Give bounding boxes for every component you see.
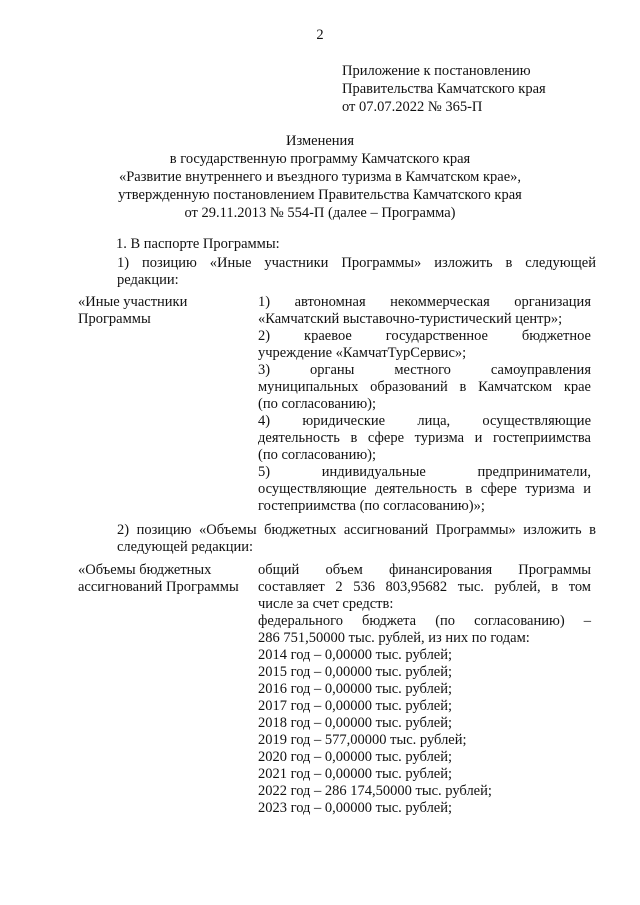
participant-item-line: осуществляющие деятельность в сфере туризма и <box>258 481 591 497</box>
participant-item-line: гостеприимства (по согласованию)»; <box>258 498 485 514</box>
document-title <box>0 132 640 222</box>
participant-item <box>258 294 591 328</box>
row-content <box>258 562 591 817</box>
paragraph-item1 <box>75 255 596 289</box>
section-heading: 1. В паспорте Программы: <box>116 236 280 252</box>
participant-item <box>258 413 591 464</box>
title-line: от 29.11.2013 № 554-П (далее – Программа) <box>184 205 456 221</box>
paragraph-text: 2) позицию «Объемы бюджетных ассигнований Программы» изложить в следующей редакции: <box>117 522 596 555</box>
budget-line: числе за счет средств: <box>258 596 394 612</box>
title-line: Изменения <box>286 133 354 149</box>
participant-item <box>258 362 591 413</box>
title-line: «Развитие внутреннего и въездного туризма в Камчатском крае», <box>118 169 522 185</box>
budget-line: 2021 год – 0,00000 тыс. рублей; <box>258 766 453 782</box>
budget-line: общий объем финансирования Программы <box>258 562 591 578</box>
participant-item-line: 4) юридические лица, осуществляющие <box>258 413 591 429</box>
appendix-header <box>342 62 546 116</box>
budget-line: 2023 год – 0,00000 тыс. рублей; <box>258 800 453 816</box>
participant-item-line: (по согласованию); <box>258 396 377 412</box>
appendix-line: от 07.07.2022 № 365-П <box>342 99 483 115</box>
paragraph-item2 <box>75 522 596 556</box>
budget-line: 2022 год – 286 174,50000 тыс. рублей; <box>258 783 492 799</box>
participant-item <box>258 328 591 362</box>
budget-line: 2017 год – 0,00000 тыс. рублей; <box>258 698 453 714</box>
participant-item <box>258 464 591 515</box>
row-label: «Объемы бюджетных ассигнований Программы <box>78 562 239 595</box>
participant-item-line: 5) индивидуальные предприниматели, <box>258 464 591 480</box>
budget-line: 2020 год – 0,00000 тыс. рублей; <box>258 749 453 765</box>
budget-line: 286 751,50000 тыс. рублей, из них по годам: <box>258 630 530 646</box>
budget-line: федерального бюджета (по согласованию) – <box>258 613 591 629</box>
budget-line: 2014 год – 0,00000 тыс. рублей; <box>258 647 453 663</box>
budget-line: 2015 год – 0,00000 тыс. рублей; <box>258 664 453 680</box>
participant-item-line: 3) органы местного самоуправления <box>258 362 591 378</box>
budget-line: 2016 год – 0,00000 тыс. рублей; <box>258 681 453 697</box>
participant-item-line: 1) автономная некоммерческая организация <box>258 294 591 310</box>
paragraph-text: 1) позицию «Иные участники Программы» изложить в следующей редакции: <box>117 255 596 288</box>
budget-line: 2018 год – 0,00000 тыс. рублей; <box>258 715 453 731</box>
participant-item-line: муниципальных образований в Камчатском крае <box>258 379 591 395</box>
page-number: 2 <box>316 27 324 43</box>
participant-item-line: «Камчатский выставочно-туристический центр»; <box>258 311 563 327</box>
participant-item-line: деятельность в сфере туризма и гостеприимства <box>258 430 591 446</box>
row-content <box>258 294 591 515</box>
participant-item-line: 2) краевое государственное бюджетное <box>258 328 591 344</box>
budget-line: составляет 2 536 803,95682 тыс. рублей, в том <box>258 579 591 595</box>
row-label: «Иные участники Программы <box>78 294 188 327</box>
participant-item-line: учреждение «КамчатТурСервис»; <box>258 345 467 361</box>
participant-item-line: (по согласованию); <box>258 447 377 463</box>
title-line: утвержденную постановлением Правительства Камчатского края <box>118 187 522 203</box>
title-line: в государственную программу Камчатского края <box>169 151 471 167</box>
appendix-line: Приложение к постановлению <box>342 63 531 79</box>
appendix-line: Правительства Камчатского края <box>342 81 546 97</box>
budget-line: 2019 год – 577,00000 тыс. рублей; <box>258 732 467 748</box>
